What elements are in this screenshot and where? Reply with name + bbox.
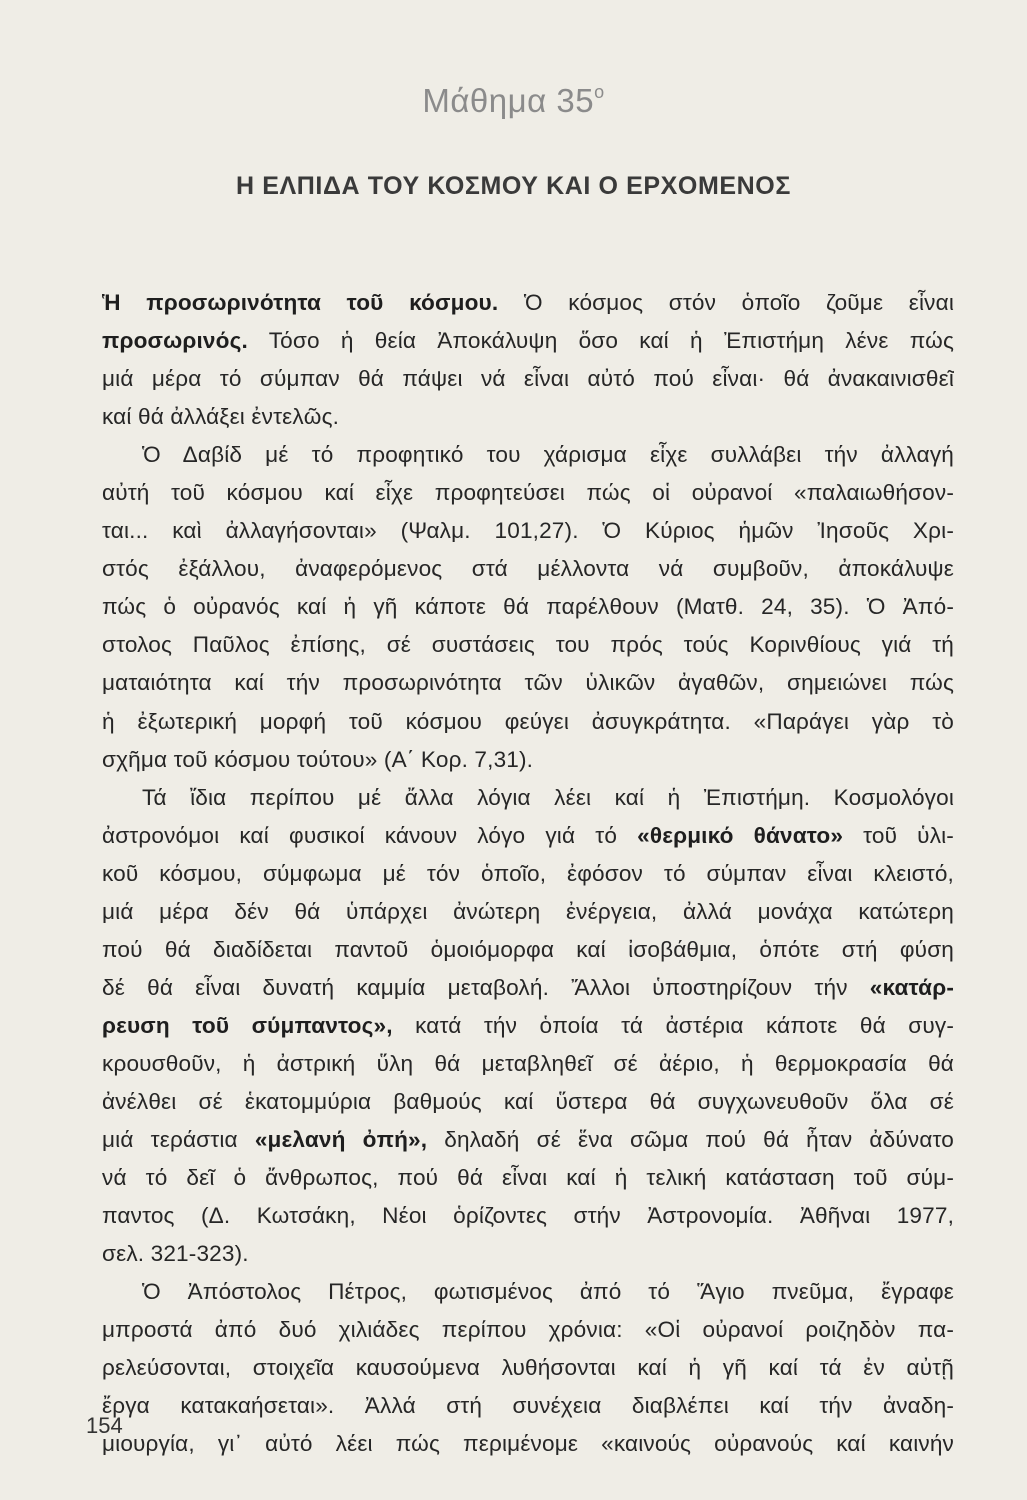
text-span: μιά τεράστια [102,1127,255,1153]
text-line: πού θά διαδίδεται παντοῦ ὁμοιόμορφα καί ἰσοβάθμια, ὁπότε στή φύση [102,936,954,962]
bold-phrase: ρευση τοῦ σύμπαντος», [102,1012,393,1038]
text-span: Ὁ κόσμος στόν ὁποῖο ζοῦμε εἶναι [498,290,954,315]
bold-phrase: «μελανή ὀπή», [254,1127,428,1153]
text-line: μιουργία, γι᾽ αὐτό λέει πώς περιμένομε «καινούς οὐρανούς καί καινήν [102,1431,954,1457]
text-span: ἀστρονόμοι καί φυσικοί κάνουν λόγο γιά τό [102,822,638,848]
text-span: τοῦ ὑλι- [843,822,954,848]
text-line: ρελεύσονται, στοιχεῖα καυσούμενα λυθήσονται καί ἡ γῆ καί τά ἐν αὐτῇ [102,1355,954,1381]
text-line: σχῆμα τοῦ κόσμου τούτου» (Α΄ Κορ. 7,31). [102,746,534,772]
lesson-word: Μάθημα [422,82,547,119]
text-line: παντος (Δ. Κωτσάκη, Νέοι ὁρίζοντες στήν Ἀστρονομία. Ἀθῆναι 1977, [102,1203,954,1229]
text-line: αὐτή τοῦ κόσμου καί εἶχε προφητεύσει πώς οἱ οὐρανοί «παλαιωθήσον- [102,480,954,506]
text-span: δέ θά εἶναι δυνατή καμμία μεταβολή. Ἄλλοι ὑποστηρίζουν τήν [102,974,870,1000]
body-text [102,284,954,1463]
page-number: 154 [86,1413,123,1438]
text-line [102,284,954,322]
text-line [102,817,954,855]
text-line [102,1121,954,1159]
bold-phrase: «κατάρ- [869,974,954,1000]
text-line: κοῦ κόσμου, σύμφωμα μέ τόν ὁποῖο, ἐφόσον τό σύμπαν εἶναι κλειστό, [102,860,954,886]
text-line [102,322,954,360]
chapter-title: Η ΕΛΠΙΔΑ ΤΟΥ ΚΟΣΜΟΥ ΚΑΙ Ο ΕΡΧΟΜΕΝΟΣ [236,172,791,200]
text-line: στολος Παῦλος ἐπίσης, σέ συστάσεις του πρός τούς Κορινθίους γιά τή [102,632,954,658]
text-line [102,969,954,1007]
text-line: μπροστά ἀπό δυό χιλιάδες περίπου χρόνια: «Οἱ οὐρανοί ροιζηδὸν πα- [102,1317,954,1343]
text-line: στός ἐξάλλου, ἀναφερόμενος στά μέλλοντα νά συμβοῦν, ἀποκάλυψε [102,556,954,582]
text-line: νά τό δεῖ ὁ ἄνθρωπος, πού θά εἶναι καί ἡ τελική κατάσταση τοῦ σύμ- [102,1165,954,1191]
text-line: Ὁ Δαβίδ μέ τό προφητικό του χάρισμα εἶχε συλλάβει τήν ἀλλαγή [142,442,954,468]
text-line: καί θά ἀλλάξει ἐντελῶς. [102,404,340,430]
text-span: κατά τήν ὁποία τά ἀστέρια κάποτε θά συγ- [392,1012,954,1038]
text-span: δηλαδή σέ ἕνα σῶμα πού θά ἦταν ἀδύνατο [427,1127,954,1153]
bold-phrase: προσωρινός. [102,328,248,354]
bold-phrase: Ἡ προσωρινότητα τοῦ κόσμου. [102,290,499,315]
text-line: σελ. 321-323). [102,1241,249,1267]
text-span: Τόσο ἡ θεία Ἀποκάλυψη ὅσο καί ἡ Ἐπιστήμη λένε πώς [247,328,954,354]
lesson-number: 35 [556,82,595,119]
text-line: Τά ἴδια περίπου μέ ἄλλα λόγια λέει καί ἡ Ἐπιστήμη. Κοσμολόγοι [142,784,954,810]
text-line: κρουσθοῦν, ἡ ἀστρική ὕλη θά μεταβληθεῖ σέ ἀέριο, ἡ θερμοκρασία θά [102,1050,954,1076]
text-line: ἡ ἐξωτερική μορφή τοῦ κόσμου φεύγει ἀσυγκράτητα. «Παράγει γὰρ τὸ [102,708,954,734]
text-line: μιά μέρα δέν θά ὑπάρχει ἀνώτερη ἐνέργεια, ἀλλά μονάχα κατώτερη [102,898,954,924]
text-line [102,1007,954,1045]
text-line: μιά μέρα τό σύμπαν θά πάψει νά εἶναι αὐτό πού εἶναι· θά ἀνακαινισθεῖ [102,366,954,392]
lesson-heading [0,82,1027,120]
text-line: ἀνέλθει σέ ἑκατομμύρια βαθμούς καί ὕστερα θά συγχωνευθοῦν ὅλα σέ [102,1088,954,1114]
text-line: ἔργα κατακαήσεται». Ἀλλά στή συνέχεια διαβλέπει καί τήν ἀναδη- [102,1393,954,1419]
text-line: ται... καὶ ἀλλαγήσονται» (Ψαλμ. 101,27). Ὁ Κύριος ἡμῶν Ἰησοῦς Χρι- [102,518,954,544]
text-line: ματαιότητα καί τήν προσωρινότητα τῶν ὑλικῶν ἀγαθῶν, σημειώνει πώς [102,670,954,696]
text-line: Ὁ Ἀπόστολος Πέτρος, φωτισμένος ἀπό τό Ἅγιο πνεῦμα, ἔγραφε [142,1279,954,1305]
bold-phrase: «θερμικό θάνατο» [637,822,844,848]
lesson-ordinal: ο [594,82,605,102]
text-line: πώς ὁ οὐρανός καί ἡ γῆ κάποτε θά παρέλθουν (Ματθ. 24, 35). Ὁ Ἀπό- [102,594,954,620]
